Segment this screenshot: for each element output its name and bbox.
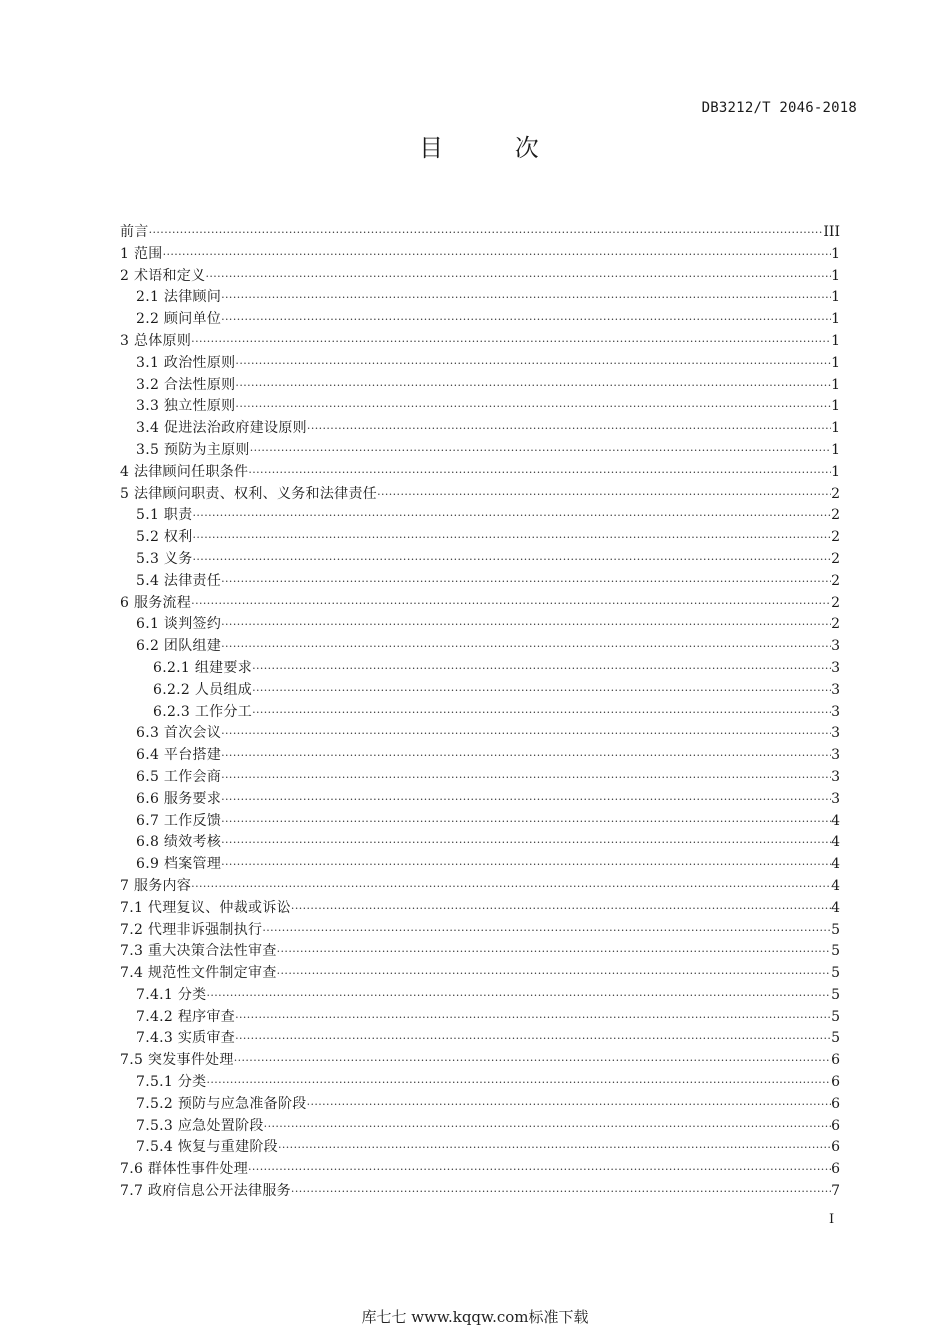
toc-leader-dots <box>221 832 831 854</box>
toc-entry-label: 7.1 代理复议、仲裁或诉讼 <box>120 899 291 916</box>
toc-entry[interactable] <box>120 1137 840 1159</box>
toc-entry-page: 6 <box>831 1161 840 1178</box>
toc-leader-dots <box>307 418 831 440</box>
toc-entry-label: 7.4.2 程序审查 <box>136 1008 236 1025</box>
toc-entry-page: 3 <box>831 768 840 785</box>
toc-entry-page: 2 <box>831 572 840 589</box>
toc-entry-page: 5 <box>831 1008 840 1025</box>
toc-entry-page: 1 <box>831 441 840 458</box>
toc-entry-label: 6.9 档案管理 <box>136 856 222 873</box>
toc-leader-dots <box>193 505 832 527</box>
toc-entry-page: 1 <box>831 332 840 349</box>
toc-entry[interactable] <box>120 593 840 615</box>
toc-entry-label: 6.7 工作反馈 <box>136 812 222 829</box>
toc-leader-dots <box>221 723 831 745</box>
toc-leader-dots <box>221 309 831 331</box>
toc-entry-label: 2.2 顾问单位 <box>136 311 222 328</box>
toc-leader-dots <box>252 680 831 702</box>
toc-entry-label: 5.3 义务 <box>136 550 193 567</box>
toc-entry[interactable] <box>120 1028 840 1050</box>
toc-entry-label: 7.5 突发事件处理 <box>120 1052 234 1069</box>
page-title: 目 次 <box>419 134 571 162</box>
toc-entry[interactable] <box>120 462 840 484</box>
toc-entry-label: 4 法律顾问任职条件 <box>120 463 249 480</box>
toc-entry-label: 6.2.3 工作分工 <box>153 703 253 720</box>
toc-entry-label: 3 总体原则 <box>120 332 192 349</box>
toc-entry-page: 1 <box>831 354 840 371</box>
toc-entry[interactable] <box>120 484 840 506</box>
toc-leader-dots <box>221 767 831 789</box>
toc-entry-page: III <box>823 224 840 240</box>
toc-entry[interactable] <box>120 789 840 811</box>
toc-entry-label: 7.6 群体性事件处理 <box>120 1161 249 1178</box>
toc-entry-page: 1 <box>831 463 840 480</box>
toc-entry[interactable] <box>120 1181 840 1203</box>
toc-entry[interactable] <box>120 353 840 375</box>
toc-entry[interactable] <box>120 309 840 331</box>
toc-entry[interactable] <box>120 440 840 462</box>
toc-entry-label: 7.5.4 恢复与重建阶段 <box>136 1139 278 1156</box>
toc-entry-page: 2 <box>831 529 840 546</box>
toc-entry[interactable] <box>120 549 840 571</box>
toc-entry-label: 6.2.1 组建要求 <box>153 659 253 676</box>
toc-entry-page: 6 <box>831 1074 840 1091</box>
toc-entry-page: 4 <box>831 877 840 894</box>
toc-entry-page: 1 <box>831 245 840 262</box>
toc-entry[interactable] <box>120 1094 840 1116</box>
toc-leader-dots <box>235 353 831 375</box>
toc-entry-label: 6.4 平台搭建 <box>136 747 222 764</box>
toc-leader-dots <box>248 1159 831 1181</box>
toc-entry[interactable] <box>120 985 840 1007</box>
toc-entry[interactable] <box>120 505 840 527</box>
toc-entry-label: 7.4 规范性文件制定审查 <box>120 965 277 982</box>
toc-entry-page: 2 <box>831 507 840 524</box>
toc-leader-dots <box>149 222 824 244</box>
toc-entry-label: 2 术语和定义 <box>120 267 206 284</box>
toc-entry[interactable] <box>120 1116 840 1138</box>
page-number: I <box>829 1212 835 1227</box>
toc-entry[interactable] <box>120 614 840 636</box>
toc-entry[interactable] <box>120 287 840 309</box>
toc-entry-label: 5.4 法律责任 <box>136 572 222 589</box>
toc-entry-label: 6.3 首次会议 <box>136 725 222 742</box>
toc-entry[interactable] <box>120 702 840 724</box>
toc-entry[interactable] <box>120 244 840 266</box>
toc-entry[interactable] <box>120 1159 840 1181</box>
toc-entry-label: 7 服务内容 <box>120 877 192 894</box>
toc-entry-page: 3 <box>831 747 840 764</box>
toc-entry[interactable] <box>120 396 840 418</box>
toc-entry-label: 7.3 重大决策合法性审查 <box>120 943 277 960</box>
toc-entry-label: 7.5.1 分类 <box>136 1074 207 1091</box>
toc-entry-page: 1 <box>831 267 840 284</box>
toc-leader-dots <box>234 1050 831 1072</box>
toc-entry-page: 7 <box>831 1183 840 1200</box>
toc-entry[interactable] <box>120 571 840 593</box>
toc-entry-page: 5 <box>831 943 840 960</box>
toc-entry-page: 4 <box>831 834 840 851</box>
toc-entry[interactable] <box>120 1050 840 1072</box>
toc-entry-page: 1 <box>831 398 840 415</box>
toc-entry[interactable] <box>120 1072 840 1094</box>
toc-leader-dots <box>205 266 831 288</box>
toc-entry[interactable] <box>120 941 840 963</box>
toc-entry-label: 6.2.2 人员组成 <box>153 681 253 698</box>
toc-leader-dots <box>193 527 832 549</box>
toc-leader-dots <box>221 745 831 767</box>
toc-leader-dots <box>221 571 831 593</box>
toc-entry[interactable] <box>120 222 840 244</box>
toc-entry[interactable] <box>120 767 840 789</box>
toc-leader-dots <box>163 244 832 266</box>
toc-leader-dots <box>248 462 831 484</box>
toc-leader-dots <box>252 658 831 680</box>
toc-leader-dots <box>377 484 831 506</box>
toc-entry-page: 4 <box>831 899 840 916</box>
toc-entry-label: 3.5 预防为主原则 <box>136 441 250 458</box>
toc-entry-label: 3.2 合法性原则 <box>136 376 236 393</box>
toc-entry-page: 4 <box>831 856 840 873</box>
toc-entry-page: 1 <box>831 311 840 328</box>
toc-entry-page: 3 <box>831 725 840 742</box>
toc-leader-dots <box>191 876 831 898</box>
toc-entry[interactable] <box>120 680 840 702</box>
toc-entry-page: 5 <box>831 921 840 938</box>
toc-leader-dots <box>221 854 831 876</box>
toc-leader-dots <box>206 985 831 1007</box>
toc-entry-label: 3.4 促进法治政府建设原则 <box>136 420 307 437</box>
toc-entry-page: 2 <box>831 616 840 633</box>
toc-leader-dots <box>277 941 831 963</box>
toc-entry-page: 2 <box>831 485 840 502</box>
toc-entry-label: 1 范围 <box>120 245 163 262</box>
toc-leader-dots <box>221 287 831 309</box>
toc-entry-page: 3 <box>831 659 840 676</box>
toc-entry-label: 6.2 团队组建 <box>136 638 222 655</box>
toc-entry[interactable] <box>120 375 840 397</box>
toc-entry-label: 6.6 服务要求 <box>136 790 222 807</box>
toc-entry-page: 3 <box>831 681 840 698</box>
toc-entry[interactable] <box>120 527 840 549</box>
toc-entry[interactable] <box>120 811 840 833</box>
toc-leader-dots <box>235 396 831 418</box>
toc-leader-dots <box>235 1007 831 1029</box>
toc-leader-dots <box>193 549 832 571</box>
toc-entry-label: 6.8 绩效考核 <box>136 834 222 851</box>
toc-entry-label: 7.4.3 实质审查 <box>136 1030 236 1047</box>
toc-entry[interactable] <box>120 876 840 898</box>
toc-entry-label: 5.1 职责 <box>136 507 193 524</box>
toc-entry-page: 2 <box>831 550 840 567</box>
toc-entry-label: 2.1 法律顾问 <box>136 289 222 306</box>
toc-leader-dots <box>277 963 831 985</box>
toc-entry-label: 7.2 代理非诉强制执行 <box>120 921 263 938</box>
toc-entry-page: 6 <box>831 1052 840 1069</box>
toc-leader-dots <box>221 636 831 658</box>
toc-leader-dots <box>250 440 831 462</box>
toc-entry-label: 3.1 政治性原则 <box>136 354 236 371</box>
toc-leader-dots <box>291 898 831 920</box>
toc-leader-dots <box>206 1072 831 1094</box>
toc-entry-label: 3.3 独立性原则 <box>136 398 236 415</box>
toc-leader-dots <box>252 702 831 724</box>
toc-entry-page: 3 <box>831 638 840 655</box>
toc-entry[interactable] <box>120 963 840 985</box>
toc-entry[interactable] <box>120 920 840 942</box>
toc-entry-label: 前言 <box>120 224 149 240</box>
toc-entry-label: 7.7 政府信息公开法律服务 <box>120 1183 291 1200</box>
toc-entry-page: 6 <box>831 1095 840 1112</box>
toc-entry-page: 6 <box>831 1117 840 1134</box>
toc-entry-label: 7.5.2 预防与应急准备阶段 <box>136 1095 307 1112</box>
toc-leader-dots <box>221 811 831 833</box>
toc-entry-page: 4 <box>831 812 840 829</box>
toc-entry-label: 7.5.3 应急处置阶段 <box>136 1117 264 1134</box>
toc-leader-dots <box>221 789 831 811</box>
toc-entry[interactable] <box>120 745 840 767</box>
toc-entry-label: 7.4.1 分类 <box>136 986 207 1003</box>
toc-entry-page: 1 <box>831 289 840 306</box>
toc-entry-label: 5 法律顾问职责、权利、义务和法律责任 <box>120 485 378 502</box>
toc-leader-dots <box>262 920 831 942</box>
toc-entry-page: 5 <box>831 965 840 982</box>
toc-leader-dots <box>307 1094 832 1116</box>
toc-entry-page: 5 <box>831 1030 840 1047</box>
toc-leader-dots <box>191 593 831 615</box>
toc-entry-page: 3 <box>831 790 840 807</box>
footer-watermark: 库七七 www.kqqw.com标准下载 <box>361 1308 589 1326</box>
toc-leader-dots <box>235 1028 831 1050</box>
toc-entry-page: 2 <box>831 594 840 611</box>
toc-entry[interactable] <box>120 832 840 854</box>
toc-entry-label: 6 服务流程 <box>120 594 192 611</box>
toc-entry[interactable] <box>120 658 840 680</box>
toc-entry-page: 5 <box>831 986 840 1003</box>
toc-entry-page: 3 <box>831 703 840 720</box>
toc-leader-dots <box>264 1116 831 1138</box>
toc-entry[interactable] <box>120 636 840 658</box>
table-of-contents <box>120 222 840 1203</box>
toc-leader-dots <box>235 375 831 397</box>
toc-entry-label: 6.5 工作会商 <box>136 768 222 785</box>
toc-entry[interactable] <box>120 331 840 353</box>
toc-leader-dots <box>291 1181 831 1203</box>
toc-entry-page: 1 <box>831 376 840 393</box>
toc-entry-page: 6 <box>831 1139 840 1156</box>
toc-entry-page: 1 <box>831 420 840 437</box>
toc-entry[interactable] <box>120 898 840 920</box>
toc-entry[interactable] <box>120 723 840 745</box>
toc-leader-dots <box>278 1137 831 1159</box>
document-code: DB3212/T 2046-2018 <box>701 100 857 116</box>
toc-entry[interactable] <box>120 1007 840 1029</box>
toc-leader-dots <box>221 614 831 636</box>
toc-entry-label: 5.2 权利 <box>136 529 193 546</box>
toc-leader-dots <box>191 331 831 353</box>
toc-entry[interactable] <box>120 418 840 440</box>
toc-entry[interactable] <box>120 854 840 876</box>
toc-entry[interactable] <box>120 266 840 288</box>
toc-entry-label: 6.1 谈判签约 <box>136 616 222 633</box>
